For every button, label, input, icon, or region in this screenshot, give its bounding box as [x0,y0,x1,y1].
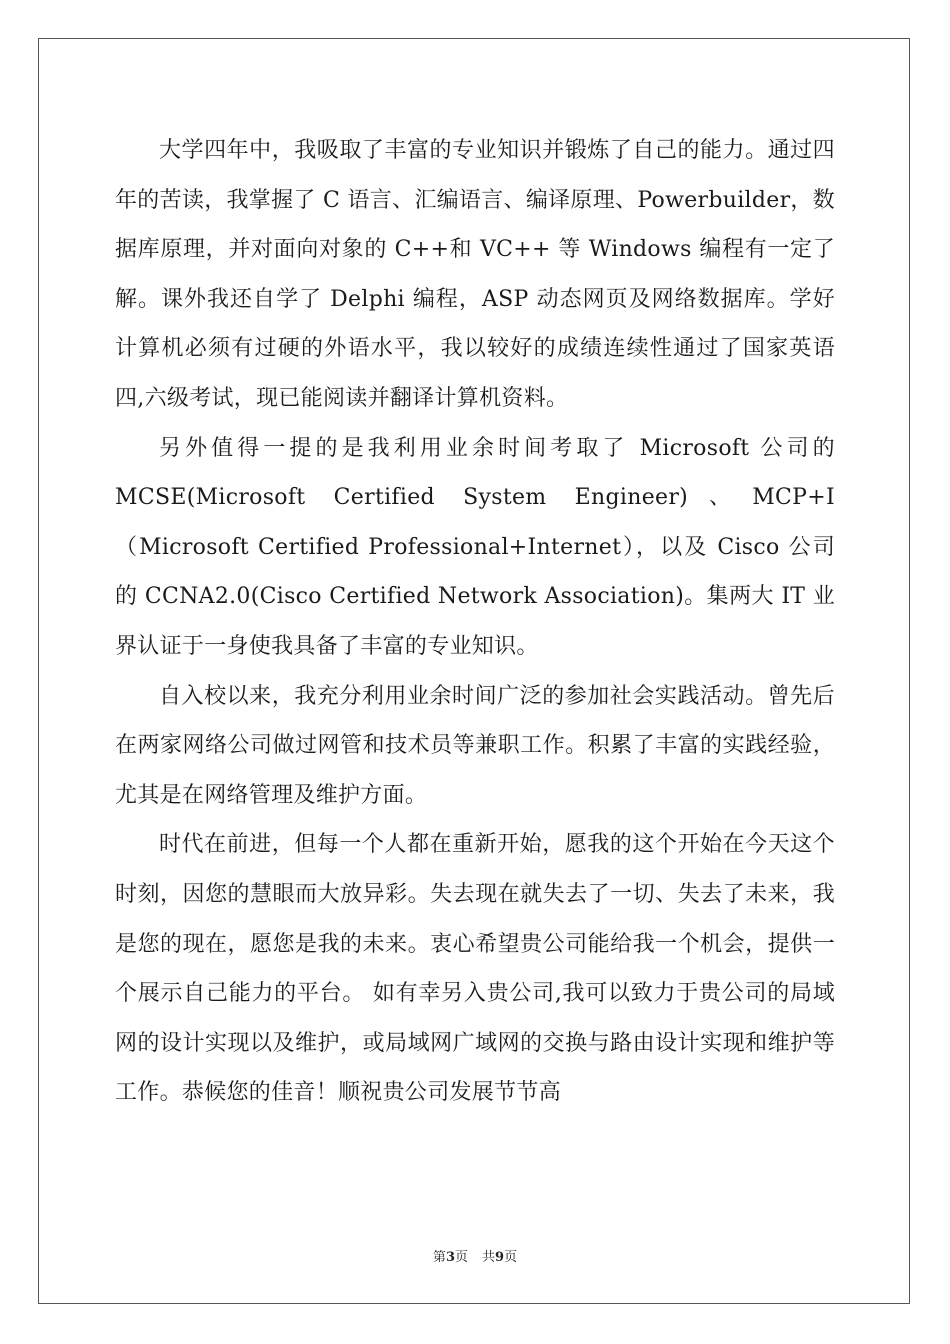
paragraph-certifications: 另外值得一提的是我利用业余时间考取了 Microsoft 公司的 MCSE(Microsoft Certified System Engineer)、MCP+I（Microsoft Certified Professional+Internet），以及 Cisco 公司的 CCNA2.0(Cisco Certified Network Association)。集两大 IT 业界认证于一身使我具备了丰富的专业知识。 [115,435,835,659]
paragraph-practice: 自入校以来，我充分利用业余时间广泛的参加社会实践活动。曾先后在两家网络公司做过网管和技术员等兼职工作。积累了丰富的实践经验，尤其是在网络管理及维护方面。 [115,683,835,808]
total-prefix: 共 [482,1250,496,1265]
page-footer [0,1246,950,1265]
current-page-number: 3 [445,1250,455,1265]
paragraph-closing: 时代在前进，但每一个人都在重新开始，愿我的这个开始在今天这个时刻，因您的慧眼而大放异彩。失去现在就失去了一切、失去了未来，我是您的现在，愿您是我的未来。衷心希望贵公司能给我一个机会，提供一个展示自己能力的平台。 如有幸另入贵公司,我可以致力于贵公司的局域网的设计实现以及维护，或局域网广域网的交换与路由设计实现和维护等工作。恭候您的佳音！顺祝贵公司发展节节高 [115,832,835,1106]
page-prefix: 第 [432,1250,446,1265]
page-unit: 页 [454,1250,468,1265]
total-pages-number: 9 [495,1250,505,1265]
document-body [115,126,835,1118]
total-unit: 页 [504,1250,518,1265]
paragraph-education: 大学四年中，我吸取了丰富的专业知识并锻炼了自己的能力。通过四年的苦读，我掌握了 C 语言、汇编语言、编译原理、Powerbuilder，数据库原理，并对面向对象的 C++和 VC++ 等 Windows 编程有一定了解。课外我还自学了 Delphi 编程，ASP 动态网页及网络数据库。学好计算机必须有过硬的外语水平，我以较好的成绩连续性通过了国家英语四,六级考试，现已能阅读并翻译计算机资料。 [115,138,835,411]
